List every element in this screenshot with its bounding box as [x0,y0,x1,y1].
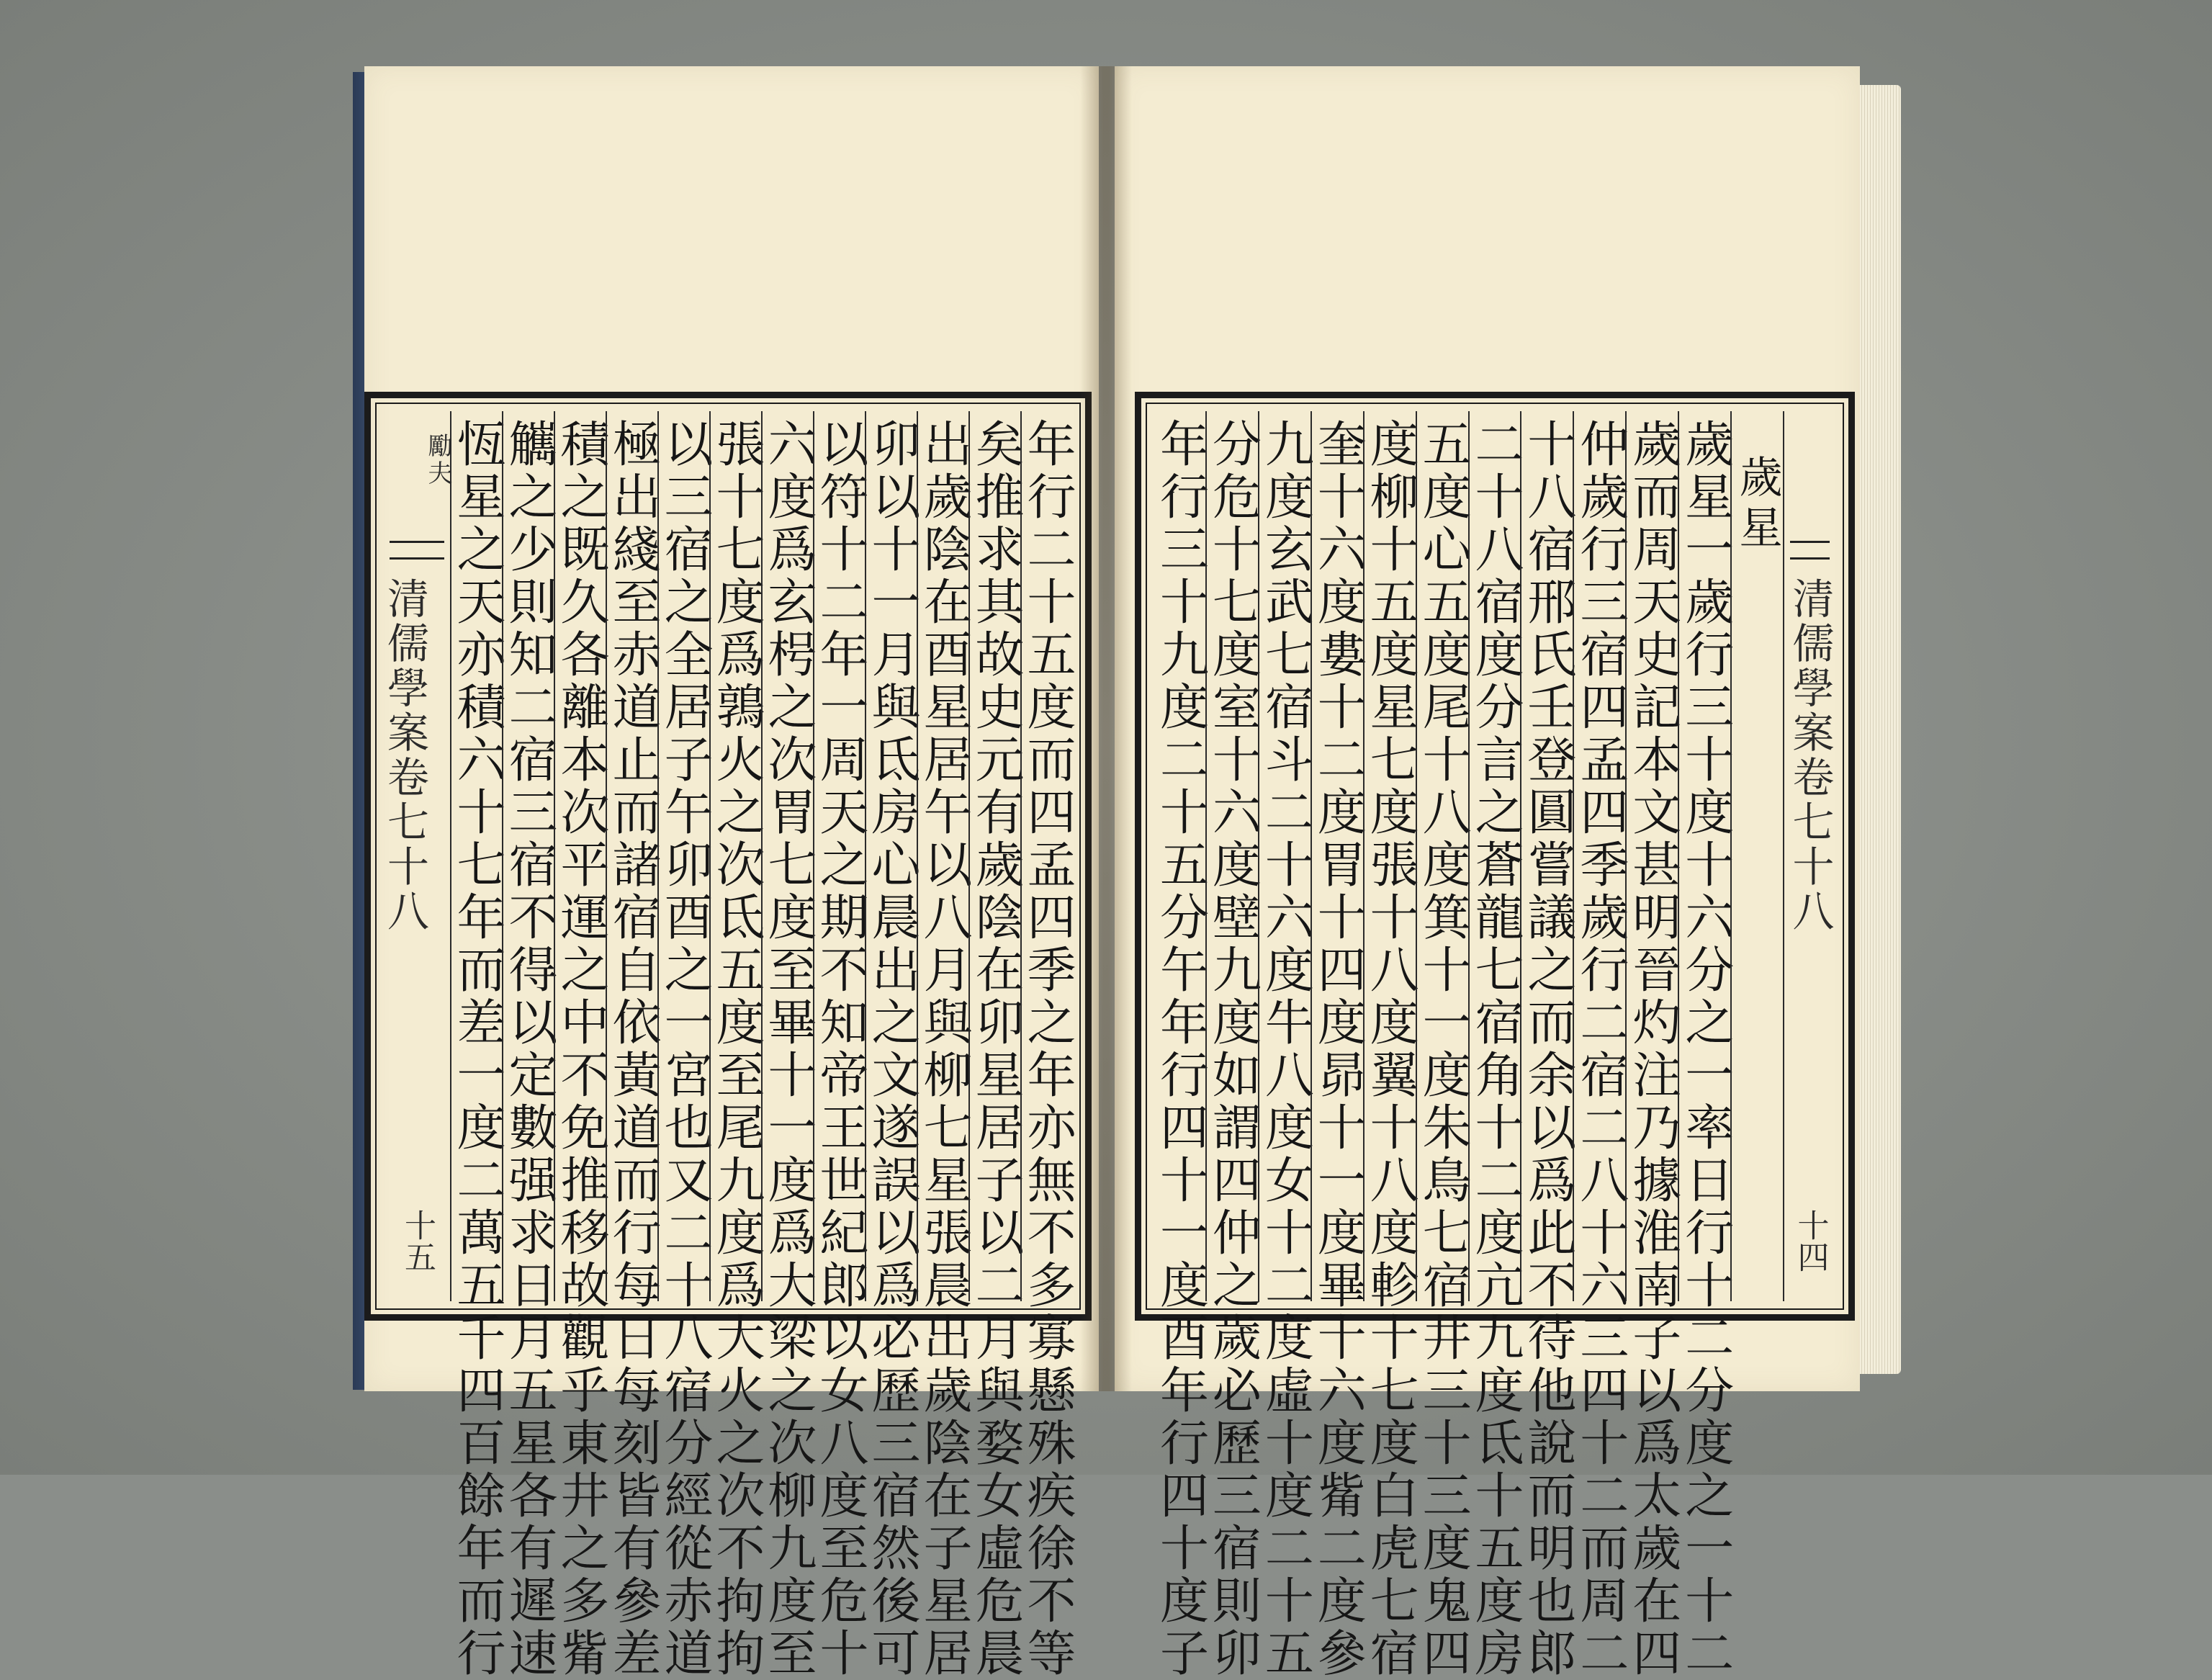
text-column [1414,411,1472,1680]
column-text: 張十七度爲鶉火之次氐五度至尾九度爲大火之次不拘拘 [708,418,765,1680]
folio-number: 十五 [399,1209,436,1272]
text-column [863,411,920,1680]
column-text: 度柳十五度星七度張十八度翼十八度軫十七度白虎七宿 [1362,418,1419,1680]
column-text: 奎十六度婁十二度胃十四度昴十一度畢十六度觜二度參 [1309,418,1367,1680]
text-column [1362,411,1419,1680]
text-column [1519,411,1576,1680]
right-page-frame [1135,392,1855,1680]
book-gutter [1080,66,1132,1391]
column-text: 年行三十九度二十五分午年行四十一度酉年行四十度子 [1151,418,1209,1680]
column-text: 恆星之天亦積六十七年而差一度二萬五千四百餘年而行 [449,418,505,1680]
fishtail-mark [390,541,444,560]
text-column [500,411,557,1680]
section-heading: 歲星 [1732,454,1783,555]
fishtail-mark [1790,541,1830,560]
text-column [1624,411,1681,1680]
column-text: 以符十二年一周天之期不知帝王世紀郎以女八度至危十 [811,418,868,1680]
text-column [656,411,713,1680]
banxin-title: 清儒學案卷七十八 [380,577,429,934]
left-banxin [380,411,452,1301]
right-text-columns [1151,411,1835,1680]
column-text: 二十八宿度分言之蒼龍七宿角十二度亢九度氐十五度房 [1467,418,1524,1680]
column-text: 分危十七度室十六度壁九度如謂四仲之歲必歷三宿則卯 [1204,418,1262,1680]
column-text: 以三宿之全居子午卯酉之一宮也又二十八宿分經從赤道 [656,418,713,1680]
folio-number: 十四 [1791,1209,1829,1272]
text-column [1571,411,1629,1680]
right-page [1115,66,1860,1680]
left-page [364,66,1099,1680]
text-column [1467,411,1524,1680]
text-column [708,411,765,1680]
column-text: 六度爲玄枵之次胃七度至畢十一度爲大梁之次柳九度至 [760,418,817,1680]
section-heading-column [1730,411,1783,1301]
banxin-title: 清儒學案卷七十八 [1785,577,1835,934]
text-column [1204,411,1262,1680]
text-column [967,411,1024,1680]
column-text: 積之既久各離本次平運之中不免推移故觀乎東井之多觜 [552,418,609,1680]
column-text: 矣推求其故史元有歲陰在卯星居子以二月與婺女虛危晨 [967,418,1024,1680]
column-text: 歲而周天史記本文甚明晉灼注乃據淮南子以爲太歲在四 [1624,418,1681,1680]
text-column [449,411,505,1680]
text-column [811,411,868,1680]
banxin-subtitle: 勵夫 [423,433,452,488]
right-banxin [1783,411,1835,1301]
column-text: 卯以十一月與氐房心晨出之文遂誤以爲必歷三宿然後可 [863,418,920,1680]
text-column [1309,411,1367,1680]
column-text: 觽之少則知二宿三宿不得以定數强求日月五星各有遲速 [500,418,557,1680]
text-column [552,411,609,1680]
column-text: 歲星一歲行三十度十六分之一率日行十二分度之一十二 [1676,418,1734,1680]
text-column [1151,411,1209,1680]
column-text: 仲歲行三宿四孟四季歲行二宿二八十六三四十二而周二 [1571,418,1629,1680]
column-text: 十八宿邢氏壬登圓嘗議之而余以爲此不待他說而明也郎 [1519,418,1576,1680]
text-column [760,411,817,1680]
text-column [1676,411,1734,1680]
column-text: 五度心五度尾十八度箕十一度朱鳥七宿井三十三度鬼四 [1414,418,1472,1680]
text-column [604,411,661,1680]
column-text: 極出綫至赤道止而諸宿自依黃道而行每日每刻皆有參差 [604,418,661,1680]
text-column [915,411,972,1680]
text-column [1256,411,1314,1680]
left-text-columns [380,411,1076,1680]
column-text: 年行二十五度而四孟四季之年亦無不多寡懸殊疾徐不等 [1019,418,1076,1680]
text-column [1019,411,1076,1680]
left-page-frame [364,392,1092,1680]
column-text: 九度玄武七宿斗二十六度牛八度女十二度虛十度二十五 [1256,418,1314,1680]
column-text: 出歲陰在酉星居午以八月與柳七星張晨出歲陰在子星居 [915,418,972,1680]
